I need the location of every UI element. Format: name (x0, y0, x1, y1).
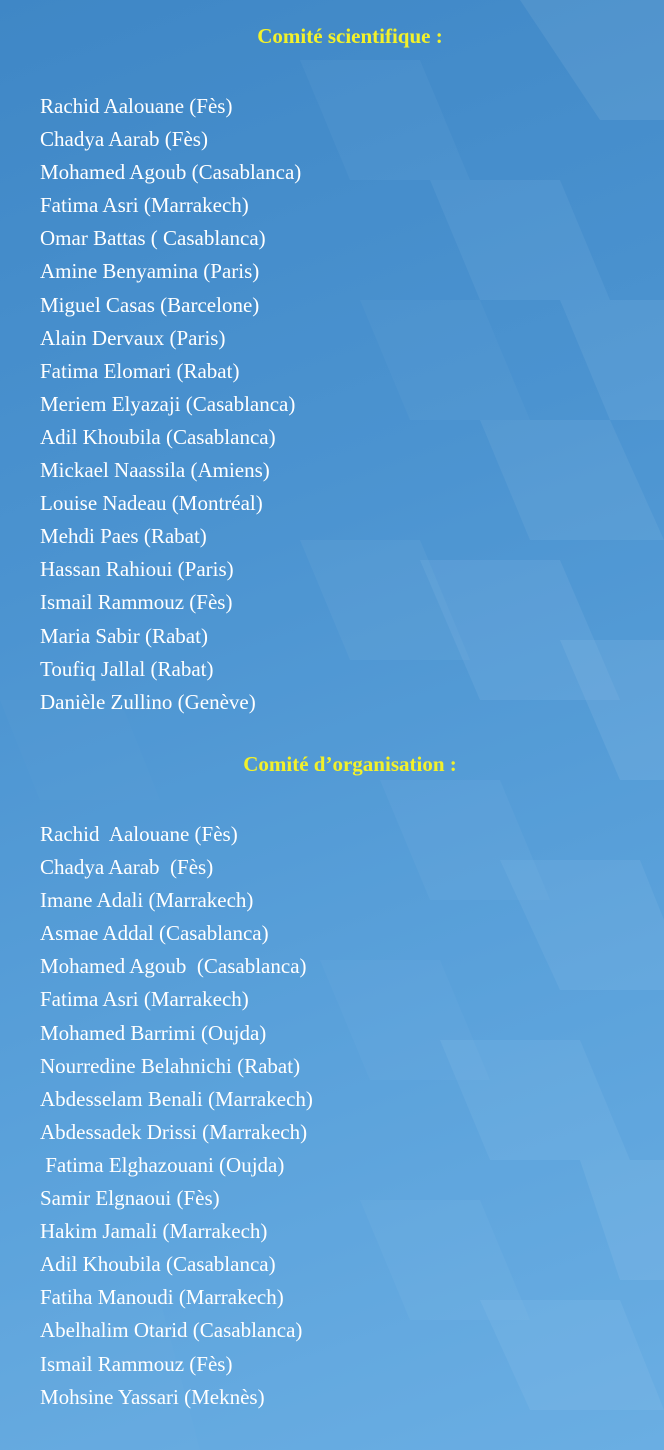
member-item: Miguel Casas (Barcelone) (40, 292, 260, 317)
member-item: Fatima Asri (Marrakech) (40, 987, 249, 1012)
member-item: Omar Battas ( Casablanca) (40, 226, 266, 251)
member-item: Mehdi Paes (Rabat) (40, 524, 207, 549)
member-item: Mohamed Barrimi (Oujda) (40, 1020, 267, 1045)
member-item: Hassan Rahioui (Paris) (40, 557, 234, 582)
member-item: Imane Adali (Marrakech) (40, 888, 254, 913)
member-item: Amine Benyamina (Paris) (40, 259, 260, 284)
member-item: Ismail Rammouz (Fès) (40, 1351, 233, 1376)
member-item: Mohamed Agoub (Casablanca) (40, 160, 302, 185)
member-item: Fatima Asri (Marrakech) (40, 193, 249, 218)
member-item: Nourredine Belahnichi (Rabat) (40, 1053, 301, 1078)
member-item: Danièle Zullino (Genève) (40, 689, 256, 714)
member-item: Fatima Elghazouani (Oujda) (40, 1152, 285, 1177)
member-item: Mohamed Agoub (Casablanca) (40, 954, 307, 979)
member-item: Maria Sabir (Rabat) (40, 623, 208, 648)
member-item: Samir Elgnaoui (Fès) (40, 1186, 220, 1211)
member-item: Alain Dervaux (Paris) (40, 325, 226, 350)
member-item: Toufiq Jallal (Rabat) (40, 656, 214, 681)
member-item: Rachid Aalouane (Fès) (40, 94, 233, 118)
member-item: Mohsine Yassari (Meknès) (40, 1384, 265, 1409)
member-item: Louise Nadeau (Montréal) (40, 491, 263, 516)
member-item: Chadya Aarab (Fès) (40, 855, 214, 880)
member-item: Mickael Naassila (Amiens) (40, 458, 270, 483)
member-item: Abdessadek Drissi (Marrakech) (40, 1119, 308, 1144)
organizing-committee-list (40, 818, 313, 1414)
organizing-committee-title: Comité d’organisation : (243, 752, 457, 776)
member-item: Ismail Rammouz (Fès) (40, 590, 233, 615)
member-item: Asmae Addal (Casablanca) (40, 921, 269, 946)
member-item: Chadya Aarab (Fès) (40, 127, 208, 152)
member-item: Hakim Jamali (Marrakech) (40, 1219, 268, 1244)
scientific-committee-list (40, 90, 301, 719)
scientific-committee-title: Comité scientifique : (257, 24, 443, 48)
member-item: Abelhalim Otarid (Casablanca) (40, 1318, 303, 1343)
member-item: Rachid Aalouane (Fès) (40, 822, 238, 846)
member-item: Meriem Elyazaji (Casablanca) (40, 391, 296, 416)
member-item: Abdesselam Benali (Marrakech) (40, 1086, 313, 1111)
member-item: Fatiha Manoudi (Marrakech) (40, 1285, 284, 1310)
member-item: Adil Khoubila (Casablanca) (40, 1252, 276, 1277)
member-item: Fatima Elomari (Rabat) (40, 358, 240, 383)
member-item: Adil Khoubila (Casablanca) (40, 424, 276, 449)
